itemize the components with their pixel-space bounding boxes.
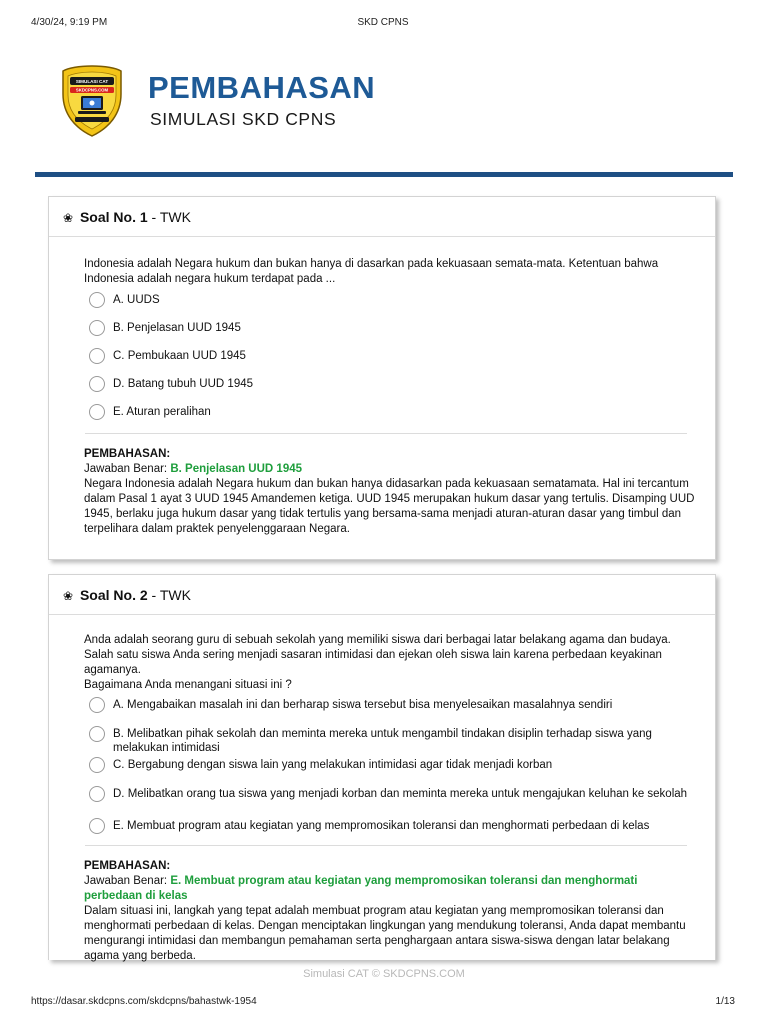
svg-text:SKDCPNS.COM: SKDCPNS.COM	[75, 87, 109, 93]
option-label: B. Melibatkan pihak sekolah dan meminta mereka untuk mengambil tindakan disiplin terhadap siswa yang melakukan intimidasi	[113, 728, 652, 754]
radio-button[interactable]	[89, 292, 105, 308]
radio-button[interactable]	[89, 320, 105, 336]
correct-answer: B. Penjelasan UUD 1945	[170, 463, 302, 475]
question-header: ❀ Soal No. 1 - TWK	[49, 197, 715, 237]
radio-button[interactable]	[89, 697, 105, 713]
page-number: 1/13	[715, 996, 735, 1007]
option-label: C. Pembukaan UUD 1945	[113, 350, 246, 362]
print-doc-title: SKD CPNS	[357, 17, 409, 28]
svg-text:SIMULASI CAT: SIMULASI CAT	[75, 79, 109, 84]
option-label: B. Penjelasan UUD 1945	[113, 322, 241, 334]
radio-button[interactable]	[89, 818, 105, 834]
question-card-2	[48, 574, 716, 960]
option-label: E. Membuat program atau kegiatan yang mempromosikan toleransi dan menghormati perbedaan di kelas	[113, 820, 650, 832]
radio-button[interactable]	[89, 348, 105, 364]
radio-button[interactable]	[89, 376, 105, 392]
question-header: ❀ Soal No. 2 - TWK	[49, 575, 715, 615]
radio-button[interactable]	[89, 726, 105, 742]
brand-subtitle: SIMULASI SKD CPNS	[150, 109, 337, 129]
print-url: https://dasar.skdcpns.com/skdcpns/bahastwk-1954	[31, 996, 257, 1007]
answer-prefix: Jawaban Benar:	[84, 463, 168, 475]
question-text: Anda adalah seorang guru di sebuah sekolah yang memiliki siswa dari berbagai latar belakang agama dan budaya. Salah satu siswa Anda sering menjadi sasaran intimidasi dan ejekan oleh siswa lain karena perbedaan keyakinan agamanya. Bagaimana Anda menangani situasi ini ?	[84, 633, 693, 693]
question-card-1	[48, 196, 716, 560]
radio-button[interactable]	[89, 757, 105, 773]
correct-answer: E. Membuat program atau kegiatan yang mempromosikan toleransi dan menghormati perbedaan di kelas	[84, 875, 638, 902]
radio-button[interactable]	[89, 404, 105, 420]
question-prompt: Bagaimana Anda menangani situasi ini ?	[84, 679, 292, 691]
skdcpns-logo-shield-icon	[61, 64, 123, 138]
question-category: TWK	[159, 587, 191, 603]
print-footer	[31, 996, 735, 1010]
explanation-text: Negara Indonesia adalah Negara hukum dan bukan hanya didasarkan pada kekuasaan sematamata. Hal ini tercantum dalam Pasal 1 ayat 3 UUD 1945 Amandemen ketiga. UUD 1945 merupakan hukum dasar yang tertulis. Disamping UUD 1945, berlaku juga hukum dasar yang tidak tertulis yang bersama-sama menjadi aturan-aturan dasar yang timbul dan terpelihara dalam praktek penyelenggaraan Negara.	[84, 478, 695, 535]
explanation-title: PEMBAHASAN:	[84, 860, 171, 872]
question-number: Soal No. 2	[79, 587, 148, 603]
print-datetime: 4/30/24, 9:19 PM	[31, 17, 108, 28]
explanation-block	[84, 447, 695, 537]
question-category: TWK	[159, 209, 191, 225]
flower-icon: ❀	[63, 211, 74, 225]
radio-button[interactable]	[89, 786, 105, 802]
option-label: D. Melibatkan orang tua siswa yang menjadi korban dan meminta mereka untuk mengajukan keluhan ke sekolah	[113, 788, 688, 800]
option-label: A. UUDS	[113, 294, 160, 306]
explanation-title: PEMBAHASAN:	[84, 448, 171, 460]
question-text: Indonesia adalah Negara hukum dan bukan hanya di dasarkan pada kekuasaan semata-mata. Ketentuan bahwa Indonesia adalah negara hukum terdapat pada ...	[84, 258, 659, 285]
option-label: C. Bergabung dengan siswa lain yang melakukan intimidasi agar tidak menjadi korban	[113, 759, 553, 771]
explanation-text: Dalam situasi ini, langkah yang tepat adalah membuat program atau kegiatan yang mempromosikan toleransi dan menghormati perbedaan di kelas. Dengan menciptakan lingkungan yang mendukung toleransi, Anda dapat membantu mengurangi intimidasi dan membangun pemahaman serta penghargaan antara siswa-siswa dengan latar belakang agama yang berbeda.	[84, 905, 686, 962]
explanation-block	[84, 859, 695, 964]
option-label: A. Mengabaikan masalah ini dan berharap siswa tersebut bisa menyelesaikan masalahnya sendiri	[113, 699, 613, 711]
footer-watermark: Simulasi CAT © SKDCPNS.COM	[303, 968, 465, 980]
option-label: E. Aturan peralihan	[113, 406, 211, 418]
flower-icon: ❀	[63, 589, 74, 603]
option-label: D. Batang tubuh UUD 1945	[113, 378, 254, 390]
answer-prefix: Jawaban Benar:	[84, 875, 168, 887]
header-divider	[35, 172, 733, 177]
section-divider	[85, 845, 687, 846]
brand-title: PEMBAHASAN	[148, 70, 376, 105]
brand-header	[61, 64, 661, 144]
section-divider	[85, 433, 687, 434]
print-header	[31, 17, 735, 31]
question-number: Soal No. 1	[79, 209, 148, 225]
